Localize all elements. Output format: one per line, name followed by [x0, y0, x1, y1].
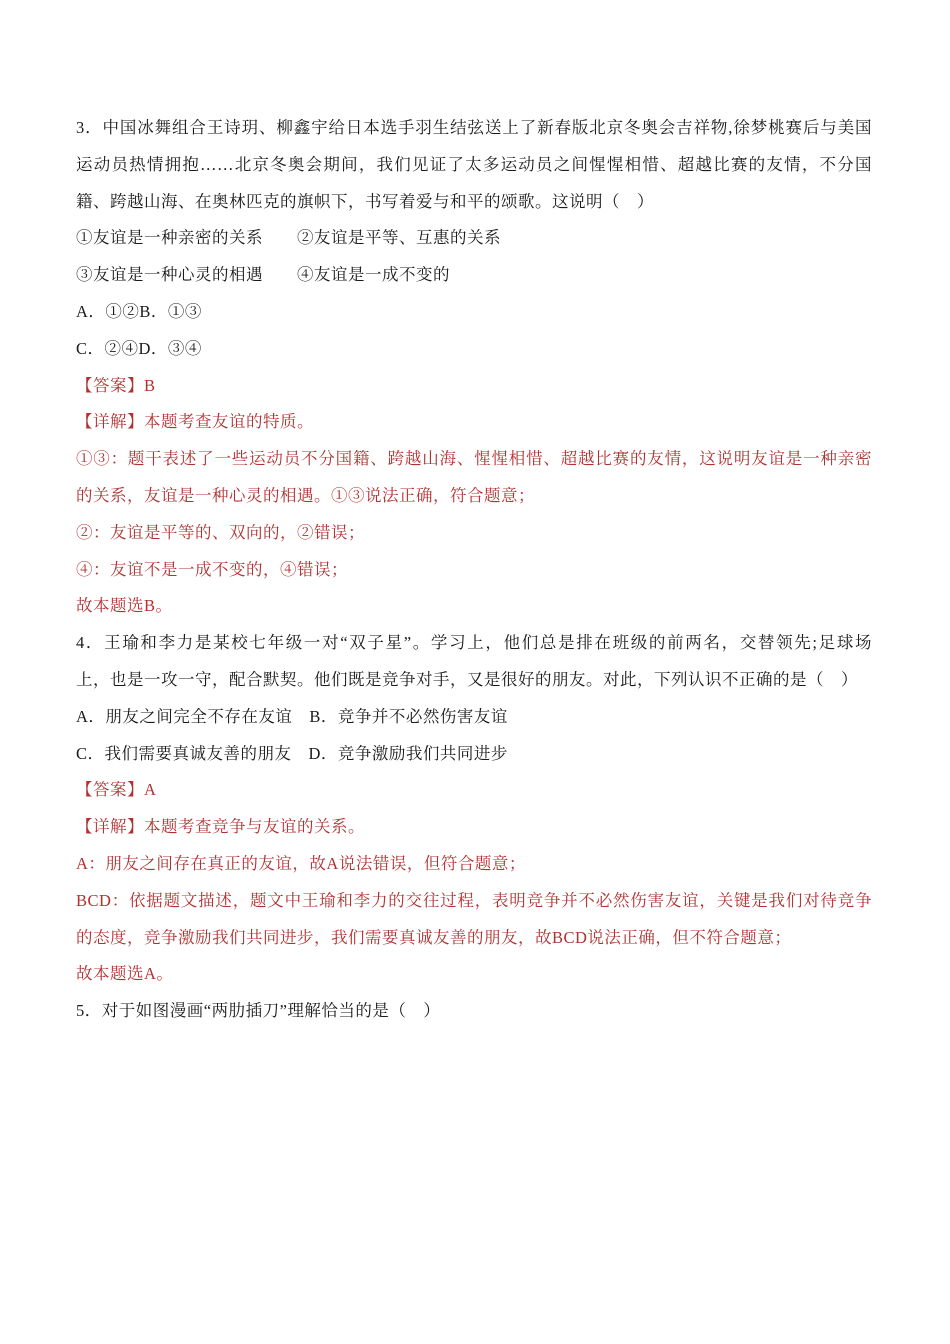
question-4-options-ab: A．朋友之间完全不存在友谊 B．竞争并不必然伤害友谊 [76, 706, 508, 726]
question-4-answer: 【答案】A [76, 780, 157, 800]
question-3-analysis-intro: 【详解】本题考查友谊的特质。 [76, 412, 314, 432]
question-3-conclusion: 故本题选B。 [76, 596, 173, 616]
question-3-analysis-item-2: ②：友谊是平等的、双向的，②错误； [76, 522, 365, 542]
question-4-stem-line-1: 4．王瑜和李力是某校七年级一对“双子星”。学习上，他们总是排在班级的前两名，交替领先;足球场 [76, 633, 872, 653]
question-3-analysis-line-1: ①③：题干表述了一些运动员不分国籍、跨越山海、惺惺相惜、超越比赛的友情，这说明友谊是一种亲密 [76, 449, 872, 469]
question-5-stem: 5．对于如图漫画“两肋插刀”理解恰当的是（ ） [76, 1001, 441, 1021]
question-4-analysis-bcd-line-1: BCD：依据题文描述，题文中王瑜和李力的交往过程，表明竞争并不必然伤害友谊，关键是我们对待竞争 [76, 890, 872, 910]
question-4-analysis-a: A：朋友之间存在真正的友谊，故A说法错误，但符合题意； [76, 853, 526, 873]
question-4-stem-line-2: 上，也是一攻一守，配合默契。他们既是竞争对手，又是很好的朋友。对此，下列认识不正确的是（ ） [76, 669, 858, 689]
question-4-options-cd: C．我们需要真诚友善的朋友 D．竞争激励我们共同进步 [76, 743, 508, 763]
question-4-analysis-bcd-line-2: 的态度，竞争激励我们共同进步，我们需要真诚友善的朋友，故BCD说法正确，但不符合题意； [76, 927, 792, 947]
question-4-analysis-intro: 【详解】本题考查竞争与友谊的关系。 [76, 817, 365, 837]
question-3-options-ab: A．①②B．①③ [76, 301, 202, 321]
question-3-items-1-2: ①友谊是一种亲密的关系 ②友谊是平等、互惠的关系 [76, 228, 501, 248]
question-3-analysis-item-4: ④：友谊不是一成不变的，④错误； [76, 559, 348, 579]
question-3-options-cd: C．②④D．③④ [76, 338, 202, 358]
question-3-stem-line-3: 籍、跨越山海、在奥林匹克的旗帜下，书写着爱与和平的颂歌。这说明（ ） [76, 191, 654, 211]
question-4-conclusion: 故本题选A。 [76, 964, 174, 984]
question-3-items-3-4: ③友谊是一种心灵的相遇 ④友谊是一成不变的 [76, 265, 450, 285]
question-3-analysis-line-2: 的关系，友谊是一种心灵的相遇。①③说法正确，符合题意； [76, 485, 535, 505]
question-3-answer: 【答案】B [76, 375, 156, 395]
question-3-stem-line-2: 运动员热情拥抱……北京冬奥会期间，我们见证了太多运动员之间惺惺相惜、超越比赛的友情，不分国 [76, 154, 872, 174]
question-3-stem-line-1: 3．中国冰舞组合王诗玥、柳鑫宇给日本选手羽生结弦送上了新春版北京冬奥会吉祥物,徐梦桃赛后与美国 [76, 118, 872, 137]
